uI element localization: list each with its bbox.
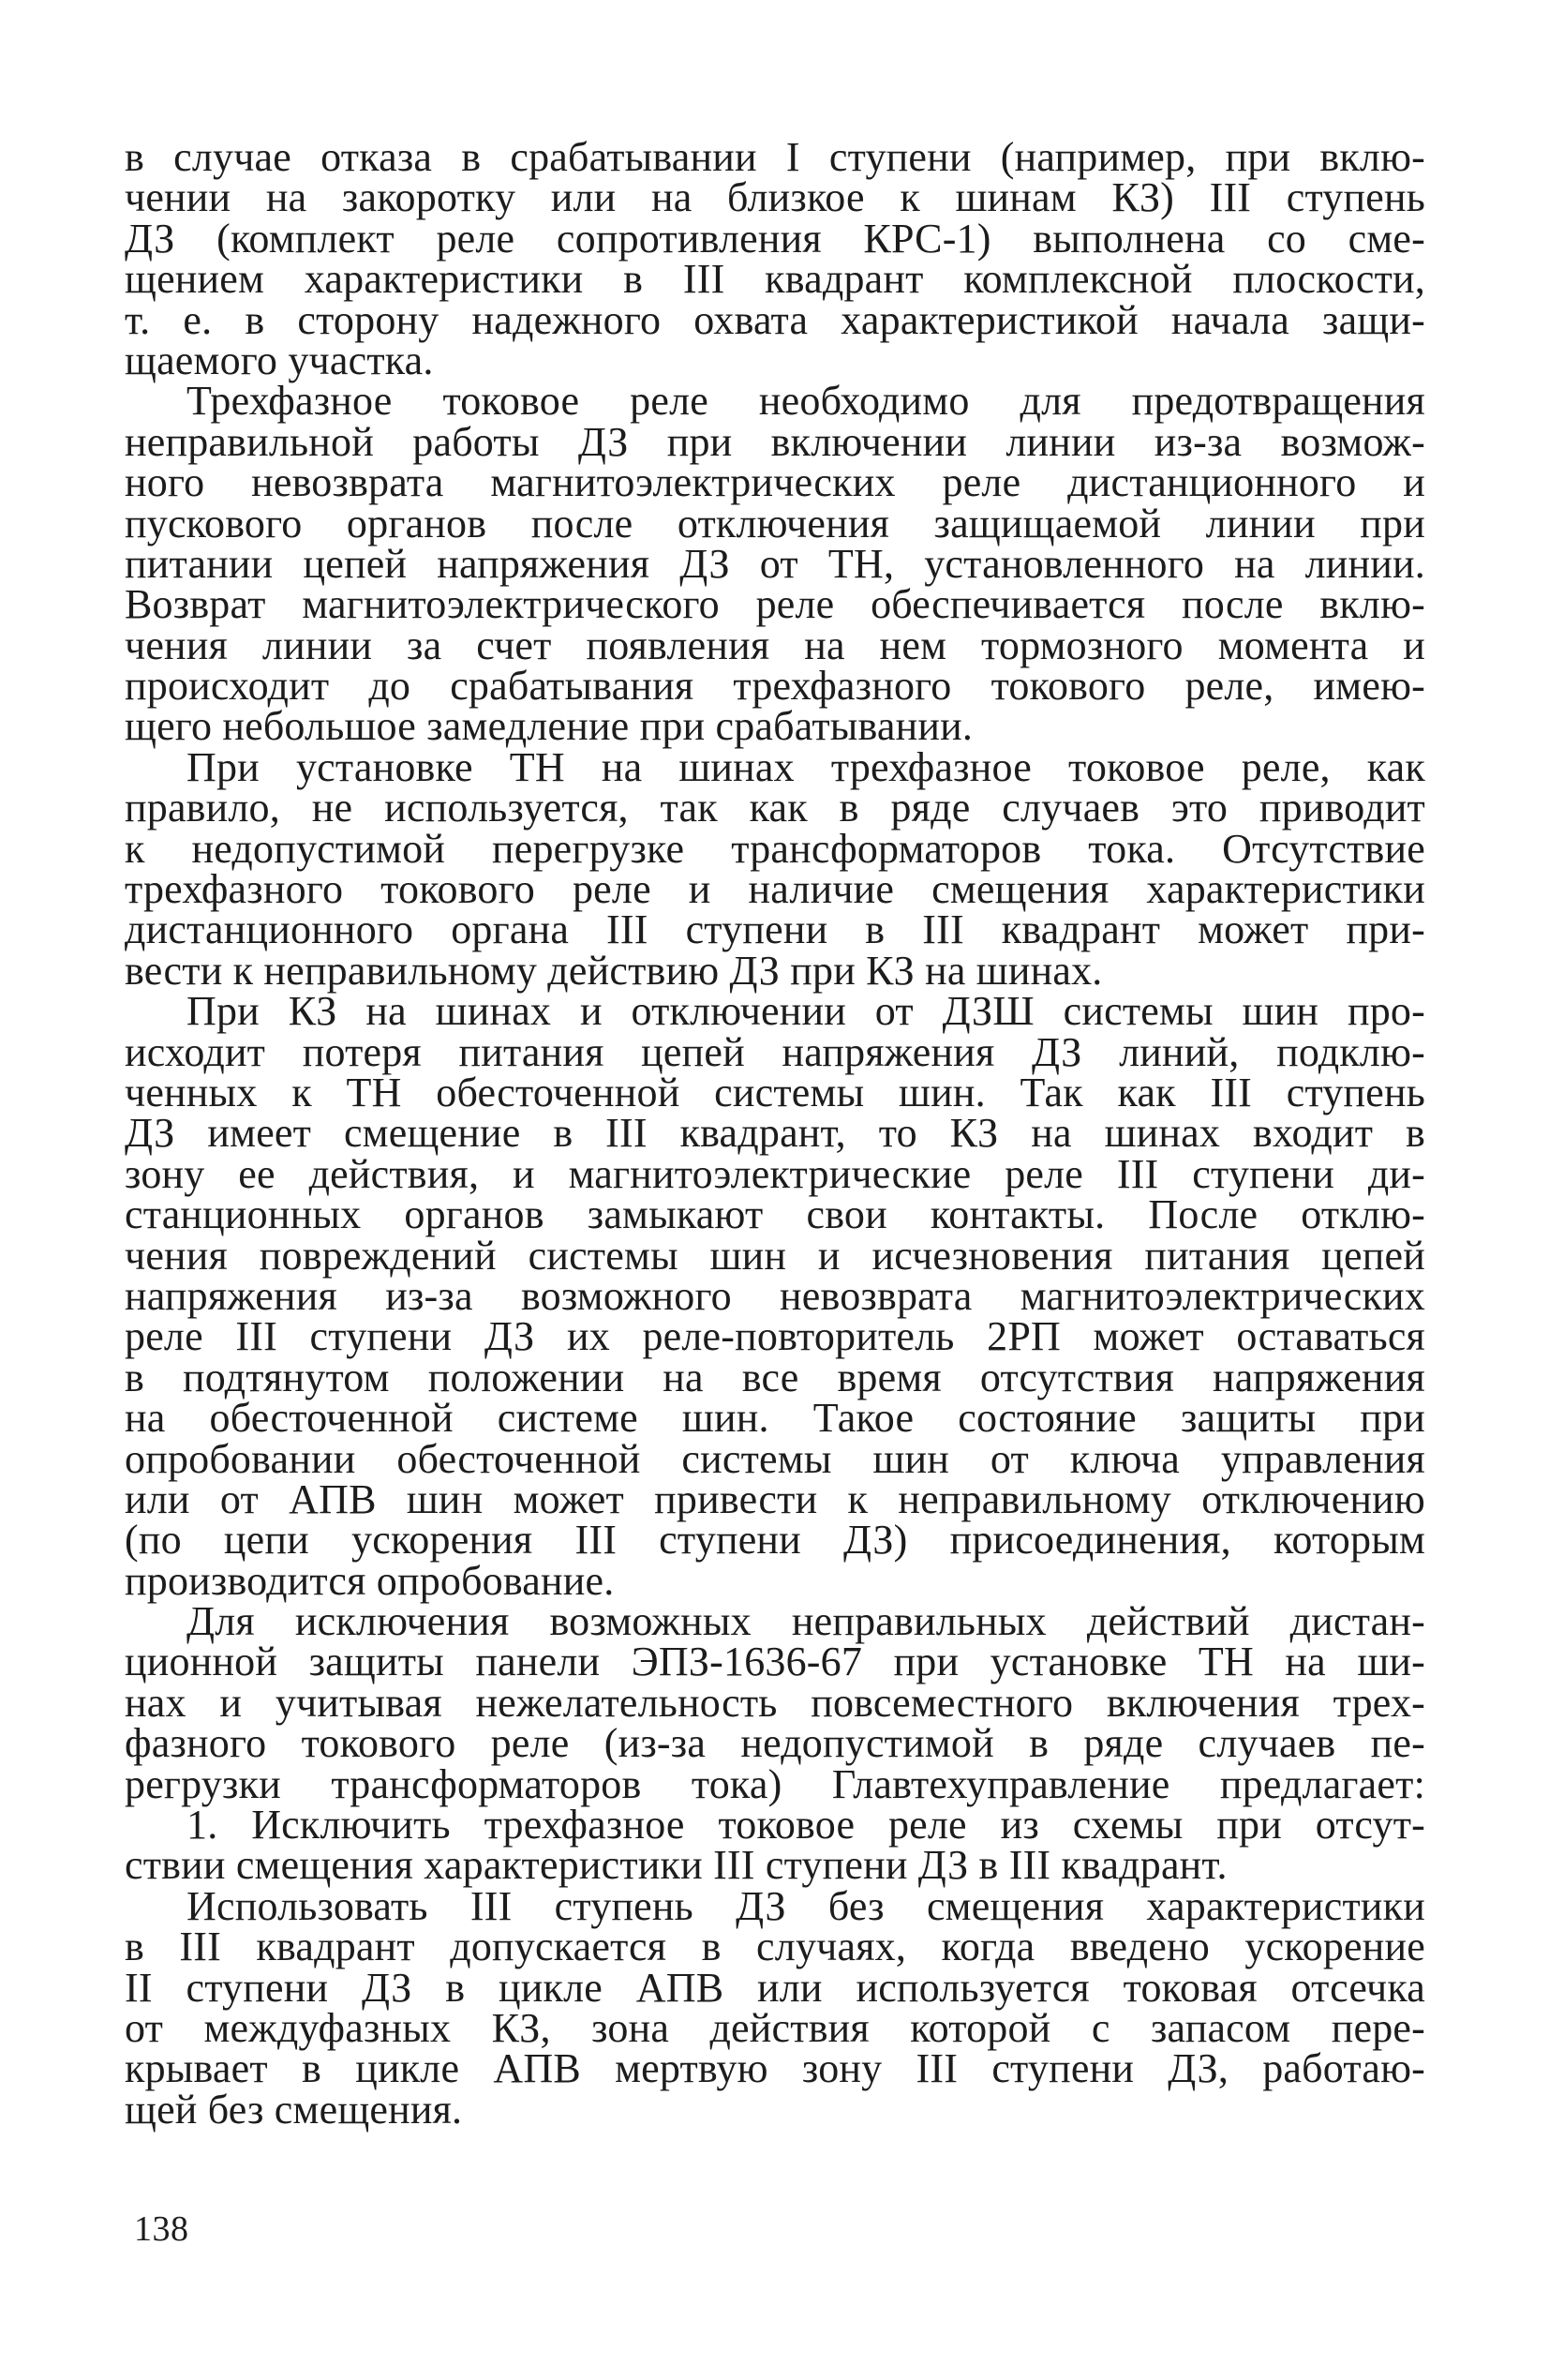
text-line: II ступени ДЗ в цикле АПВ или используется токовая отсечка [125,1964,1425,2011]
text-line: к недопустимой перегрузке трансформаторов тока. Отсутствие [125,825,1425,872]
text-line: напряжения из-за возможного невозврата магнитоэлектрических [125,1272,1425,1319]
text-line: зону ее действия, и магнитоэлектрические реле III ступени ди- [125,1150,1425,1197]
text-line: щего небольшое замедление при срабатывании. [125,703,974,750]
text-line: в случае отказа в срабатывании I ступени (например, при вклю- [125,134,1425,180]
text-line: происходит до срабатывания трехфазного токового реле, имею- [125,663,1425,710]
page-number: 138 [134,2209,189,2249]
text-line: в III квадрант допускается в случаях, когда введено ускорение [125,1923,1425,1970]
text-line: Трехфазное токовое реле необходимо для предотвращения [186,378,1425,425]
text-line: т. е. в сторону надежного охвата характеристикой начала защи- [125,296,1425,343]
text-line: ченных к ТН обесточенной системы шин. Так как III ступень [125,1069,1425,1115]
text-line: от междуфазных КЗ, зона действия которой с запасом пере- [125,2004,1425,2051]
text-line: чения повреждений системы шин и исчезновения питания цепей [125,1232,1425,1279]
text-line: щаемого участка. [125,337,434,383]
text-line: крывает в цикле АПВ мертвую зону III ступени ДЗ, работаю- [125,2045,1425,2092]
text-line: ДЗ имеет смещение в III квадрант, то КЗ на шинах входит в [125,1110,1425,1157]
text-line: правило, не используется, так как в ряде случаев это приводит [125,785,1425,831]
text-line: фазного токового реле (из-за недопустимой в ряде случаев пе- [125,1720,1425,1767]
text-line: производится опробование. [125,1557,615,1604]
text-line: исходит потеря питания цепей напряжения ДЗ линий, подклю- [125,1028,1425,1075]
body-text [125,134,1425,2133]
text-line: пускового органов после отключения защищаемой линии при [125,500,1425,546]
text-line: опробовании обесточенной системы шин от ключа управления [125,1435,1425,1482]
text-line: дистанционного органа III ступени в III квадрант может при- [125,906,1425,953]
text-line: вести к неправильному действию ДЗ при КЗ на шинах. [125,947,1103,994]
text-line: (по цепи ускорения III ступени ДЗ) присоединения, которым [125,1517,1425,1564]
text-line: ДЗ (комплект реле сопротивления КРС-1) выполнена со сме- [125,215,1425,262]
text-line: щей без смещения. [125,2086,463,2133]
text-line: или от АПВ шин может привести к неправильному отключению [125,1475,1425,1522]
text-line: 1. Исключить трехфазное токовое реле из схемы при отсут- [186,1802,1425,1849]
text-line: реле III ступени ДЗ их реле-повторитель 2РП может оставаться [125,1313,1425,1360]
text-line: питании цепей напряжения ДЗ от ТН, установленного на линии. [125,540,1425,587]
text-line: ционной защиты панели ЭПЗ-1636-67 при установке ТН на ши- [125,1639,1425,1685]
text-line: на обесточенной системе шин. Такое состояние защиты при [125,1395,1425,1442]
text-line: Для исключения возможных неправильных действий дистан- [186,1598,1425,1645]
text-line: трехфазного токового реле и наличие смещения характеристики [125,866,1425,913]
text-line: неправильной работы ДЗ при включении линии из-за возмож- [125,418,1425,465]
text-line: При КЗ на шинах и отключении от ДЗШ системы шин про- [186,988,1425,1035]
text-line: в подтянутом положении на все время отсутствия напряжения [125,1354,1425,1400]
text-line: чения линии за счет появления на нем тормозного момента и [125,621,1425,668]
text-line: нах и учитывая нежелательность повсеместного включения трех- [125,1679,1425,1726]
text-line: чении на закоротку или на близкое к шинам КЗ) III ступень [125,174,1425,221]
text-line: При установке ТН на шинах трехфазное токовое реле, как [186,743,1425,790]
text-line: ствии смещения характеристики III ступени ДЗ в III квадрант. [125,1842,1228,1889]
text-line: ного невозврата магнитоэлектрических реле дистанционного и [125,459,1425,506]
text-line: Использовать III ступень ДЗ без смещения характеристики [186,1882,1425,1929]
text-line: Возврат магнитоэлектрического реле обеспечивается после вклю- [125,581,1425,628]
text-line: регрузки трансформаторов тока) Главтехуправление предлагает: [125,1760,1425,1807]
text-line: станционных органов замыкают свои контакты. После отклю- [125,1191,1425,1238]
text-line: щением характеристики в III квадрант комплексной плоскости, [125,256,1425,303]
